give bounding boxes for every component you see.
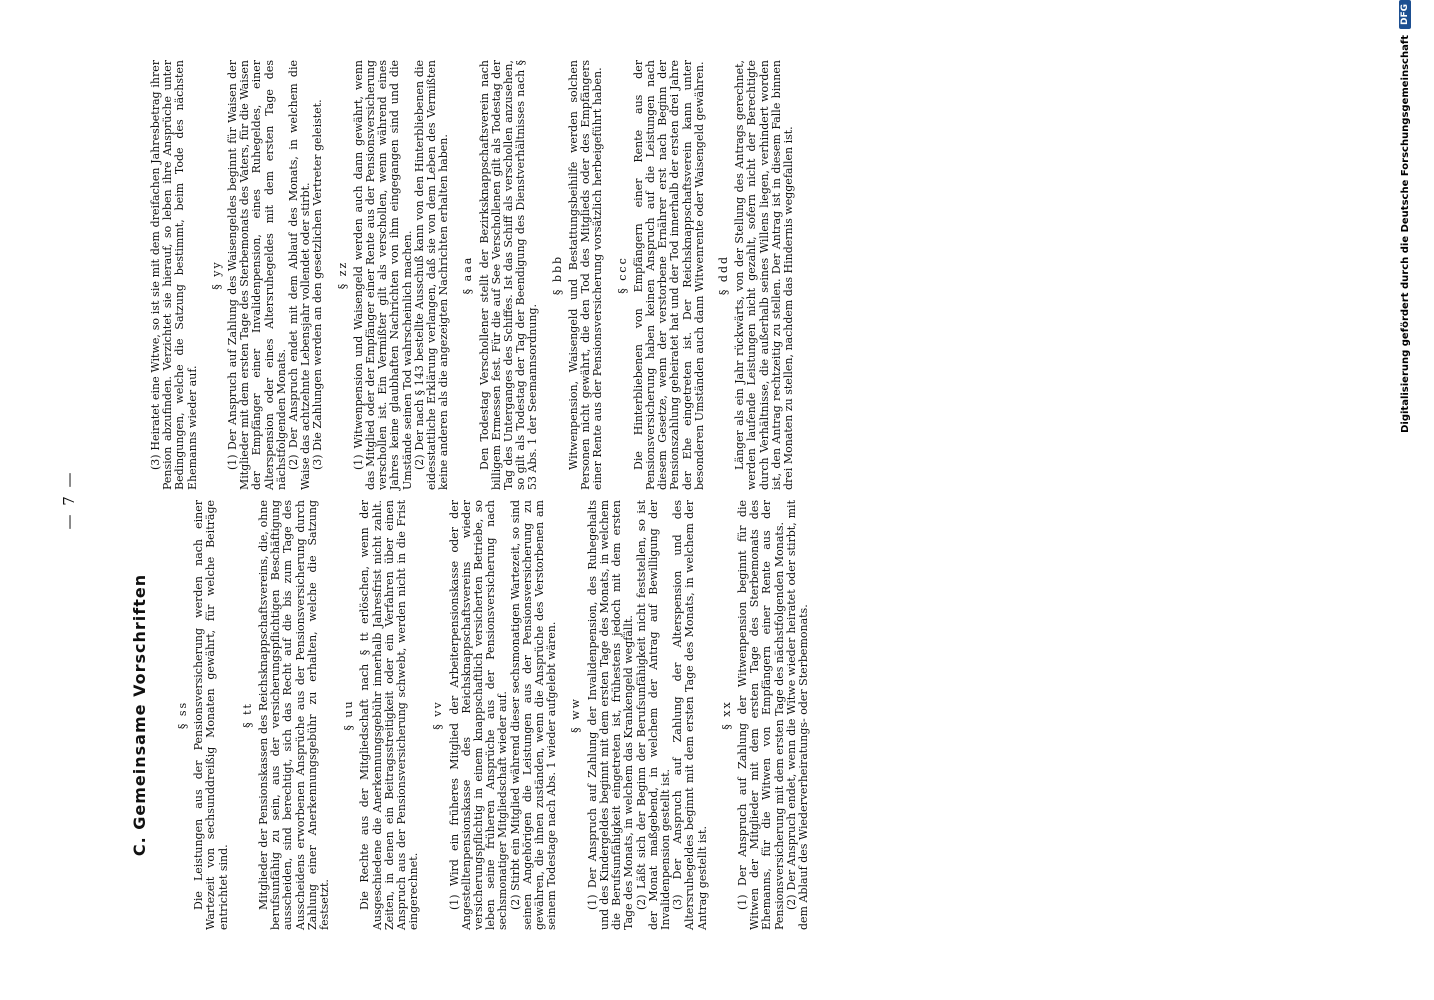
text-paragraph: Länger als ein Jahr rückwärts, von der Stellung des Antrags gerechnet, werden laufende Leistungen nicht gezahlt, sofern nicht der Berechtigte durch Verhältnisse, die außerhalb seines Willens liegen, verhindert worden ist, den Antrag rechtzeitig zu stellen. Der Antrag ist in diesem Falle binnen drei Monaten zu stellen, nachdem das Hindernis weggefallen ist. <box>733 60 795 490</box>
text-paragraph: Die Leistungen aus der Pensionsversicherung werden nach einer Wartezeit von sechsunddreißig Monaten gewährt, für welche Beiträge entrichtet sind. <box>192 500 230 930</box>
section-heading: § ss <box>176 700 189 730</box>
section-heading: § tt <box>240 702 254 728</box>
left-text-column <box>165 500 810 930</box>
text-paragraph: Die Hinterbliebenen von Empfängern einer Rente aus der Pensionsversicherung haben keinen Anspruch auf die Leistungen nach diesem Gesetze, wenn der verstorbene Ernährer erst nach Beginn der Pensionszahlung geheiratet hat und der Tod innerhalb der ersten drei Jahre der Ehe eingetreten ist. Der Reichsknappschaftsverein kann unter besonderen Umständen auch dann Witwenrente oder Waisengeld gewähren. <box>631 60 706 490</box>
text-paragraph: (2) Der nach § 143 bestellte Ausschuß kann von den Hinterbliebenen die eidesstattliche Erklärung verlangen, daß sie von dem Leben des Vermißten keine anderen als die angezeigten Nachrichten erhalten haben. <box>412 60 451 490</box>
page-number: — 7 — <box>60 470 78 530</box>
text-paragraph: (3) Der Anspruch auf Zahlung der Alterspension und des Altersruhegeldes beginnt mit dem ersten Tage des Monats, in welchem der Antrag gestellt ist. <box>671 500 709 930</box>
text-paragraph: Witwenpension, Waisengeld und Bestattungsbeihilfe werden solchen Personen nicht gewährt, die den Tod des Mitglieds oder des Empfängers einer Rente aus der Pensionsversicherung vorsätzlich herbeigeführt haben. <box>566 60 605 490</box>
right-text-column <box>150 60 795 490</box>
section-heading: § bbb <box>550 254 564 296</box>
section-heading: § zz <box>335 260 349 290</box>
section-title: C. Gemeinsame Vorschriften <box>130 573 149 857</box>
text-paragraph: Den Todestag Verschollener stellt der Bezirksknappschaftsverein nach billigem Ermessen fest. Für die auf See Verschollenen gilt als Todestag der Tag des Unterganges des Schiffes. Ist das Schiff als verschollen anzusehen, so gilt als Todestag der Tag der Beendigung des Dienstverhältnisses nach § 53 Abs. 1 der Seemannsordnung. <box>477 60 540 490</box>
digitization-text: Digitalisierung gefördert durch die Deutsche Forschungsgemeinschaft <box>1399 35 1411 433</box>
section-heading: § xx <box>719 700 733 730</box>
text-paragraph: (1) Der Anspruch auf Zahlung der Witwenpension beginnt für die Witwen der Mitglieder mit dem ersten Tage des Sterbemonats des Ehemanns, für die Witwen von Empfängern einer Rente aus der Pensionsversicherung mit dem ersten Tage des nächstfolgenden Monats. <box>735 500 786 930</box>
section-heading: § ddd <box>716 254 730 296</box>
section-heading: § vv <box>431 700 445 730</box>
text-paragraph: (2) Der Anspruch endet, wenn die Witwe wieder heiratet oder stirbt, mit dem Ablauf des Wiederverheiratungs- oder Sterbemonats. <box>784 500 810 930</box>
section-heading: § yy <box>209 260 223 290</box>
text-paragraph: (2) Läßt sich der Beginn der Berufsunfähigkeit nicht feststellen, so ist der Monat maßgebend, in welchem der Antrag auf Bewilligung der Invalidenpension gestellt ist. <box>634 500 672 930</box>
text-paragraph: (2) Der Anspruch endet mit dem Ablauf des Monats, in welchem die Waise das achtzehnte Lebensjahr vollendet oder stirbt. <box>287 60 313 490</box>
text-paragraph: (1) Witwenpension und Waisengeld werden auch dann gewährt, wenn das Mitglied oder der Empfänger einer Rente aus der Pensionsversicherung verschollen ist. Ein Vermißter gilt als verschollen, wenn während eines Jahres keine glaubhaften Nachrichten von ihm eingegangen sind und die Umstände seinen Tod wahrscheinlich machen. <box>351 60 414 490</box>
text-paragraph: Mitglieder der Pensionskassen des Reichsknappschaftsvereins, die, ohne berufsunfähig zu sein, aus der versicherungspflichtigen Beschäftigung ausscheiden, sind berechtigt, sich das Recht auf die bis zum Tage des Ausscheidens erworbenen Ansprüche aus der Pensionsversicherung durch Zahlung einer Anerkennungsgebühr zu erhalten, welche die Satzung festsetzt. <box>257 500 332 930</box>
text-paragraph: (3) Heiratet eine Witwe, so ist sie mit dem dreifachen Jahresbetrag ihrer Pension abzufinden. Verzichtet sie hierauf, so leben ihre Ansprüche unter Bedingungen, welche die Satzung bestimmt, beim Tode des nächsten Ehemanns wieder auf. <box>149 60 199 490</box>
dfg-logo: DFG <box>1399 0 1411 29</box>
text-paragraph: (2) Stirbt ein Mitglied während dieser sechsmonatigen Wartezeit, so sind seinen Angehörigen die Leistungen aus der Pensionsversicherung zu gewähren, die ihnen zuständen, wenn die Ansprüche des Verstorbenen am seinem Todestage nach Abs. 1 wieder aufgelebt wären. <box>508 500 559 930</box>
section-heading: § ww <box>569 697 583 733</box>
section-heading: § aaa <box>461 255 475 295</box>
digitization-credit <box>1395 0 1415 1000</box>
text-paragraph: Die Rechte aus der Mitgliedschaft nach § tt erlöschen, wenn der Ausgeschiedene die Anerkennungsgebühr innerhalb Jahresfrist nicht zahlt. Zeiten, in denen ein Beitragsstreitigkeit oder ein Verfahren über einen Anspruch aus der Pensionsversicherung schwebt, werden nicht in die Frist eingerechnet. <box>358 500 421 930</box>
text-paragraph: (1) Der Anspruch auf Zahlung des Waisengeldes beginnt für Waisen der Mitglieder mit dem ersten Tage des Sterbemonats des Vaters, für die Waisen der Empfänger einer Invalidenpension, eines Ruhegeldes, einer Alterspension oder eines Altersruhegeldes mit dem ersten Tage des nächstfolgenden Monats. <box>226 60 288 490</box>
text-paragraph: (1) Wird ein früheres Mitglied der Arbeiterpensionskasse oder der Angestelltenpensionskasse des Reichsknappschaftsvereins wieder versicherungspflichtig in einem knappschaftlich versicherten Betriebe, so leben seine früheren Ansprüche aus der Pensionsversicherung nach sechsmonatiger Mitgliedschaft wieder auf. <box>447 500 510 930</box>
text-paragraph: (1) Der Anspruch auf Zahlung der Invalidenpension, des Ruhegehalts und des Kindergeldes beginnt mit dem ersten Tage des Monats, in welchem die Berufsunfähigkeit eingetreten ist, frühestens jedoch mit dem ersten Tage des Monats, in welchem das Krankengeld wegfällt. <box>585 500 636 930</box>
text-paragraph: (3) Die Zahlungen werden an den gesetzlichen Vertreter geleistet. <box>311 99 325 470</box>
section-heading: § ccc <box>615 256 629 294</box>
section-heading: § uu <box>342 699 356 731</box>
